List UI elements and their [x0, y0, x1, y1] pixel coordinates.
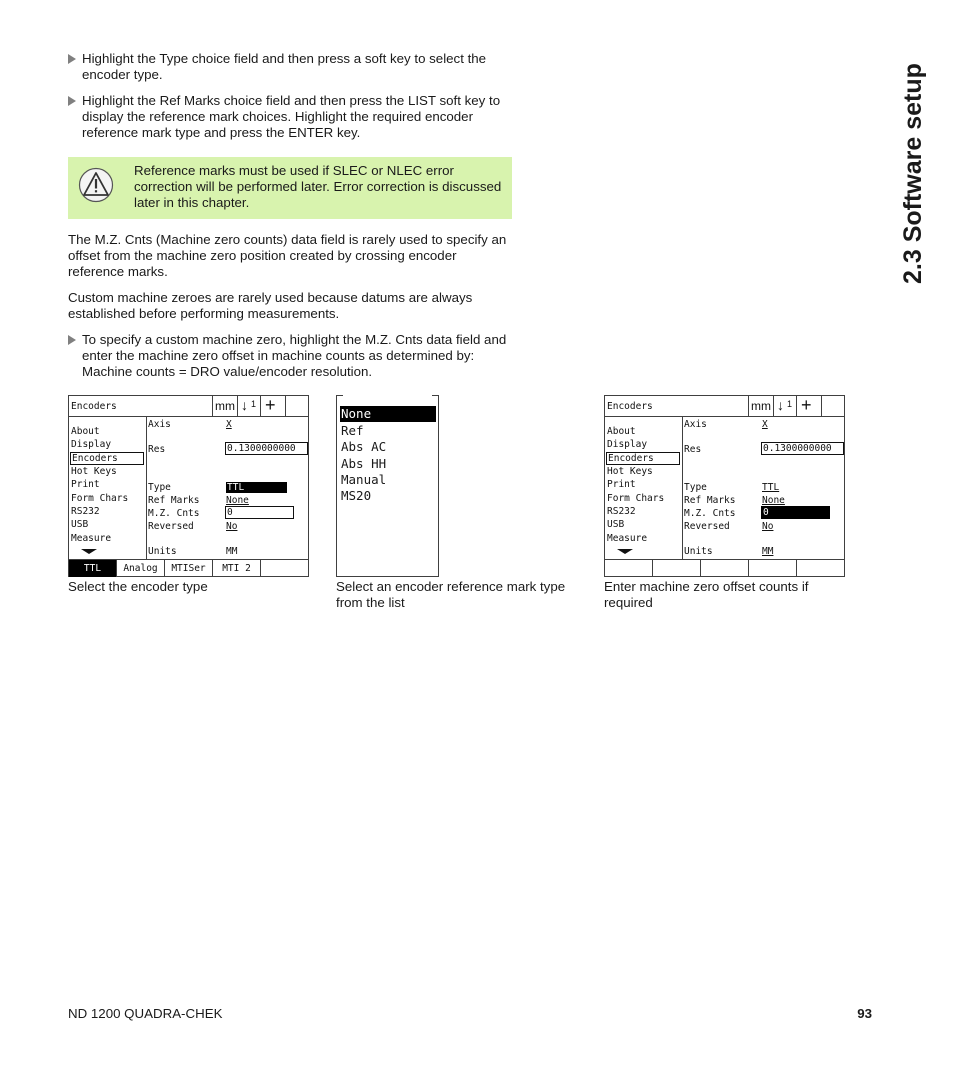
page-number: 93	[857, 1006, 872, 1021]
value-type[interactable]: TTL	[762, 482, 780, 493]
menu-item-display[interactable]: Display	[607, 439, 648, 450]
sort-digit-icon: 1	[251, 399, 257, 409]
label-mz-cnts: M.Z. Cnts	[148, 508, 200, 519]
label-type: Type	[684, 482, 707, 493]
caption-mz-offset: Enter machine zero offset counts if required	[604, 579, 809, 610]
menu-item-usb[interactable]: USB	[607, 519, 625, 530]
list-item-none[interactable]: None	[340, 406, 436, 422]
softkey-bar	[605, 559, 844, 577]
label-units: Units	[684, 546, 713, 557]
label-mz-cnts: M.Z. Cnts	[684, 508, 736, 519]
warning-note	[68, 157, 512, 219]
instruction-bullet-ref-marks	[68, 93, 508, 141]
label-ref-marks: Ref Marks	[148, 495, 200, 506]
instruction-bullet-machine-zero	[68, 332, 508, 380]
note-text: Reference marks must be used if SLEC or NLEC error correction will be performed later. Error correction is discussed later in this chapter.	[134, 163, 502, 210]
screen-title: Encoders	[607, 401, 653, 412]
list-item-abs-ac[interactable]: Abs AC	[341, 439, 387, 454]
unit-label: mm	[215, 399, 235, 413]
value-res[interactable]: 0.1300000000	[761, 442, 844, 455]
encoder-screen-mz-cnts	[604, 395, 845, 577]
screen-header	[69, 396, 308, 417]
header-icons	[748, 396, 845, 416]
bullet-arrow-icon	[68, 335, 76, 345]
softkey-5[interactable]	[797, 560, 844, 577]
softkey-mti2[interactable]: MTI 2	[213, 560, 261, 577]
menu-item-display[interactable]: Display	[71, 439, 112, 450]
plus-icon: +	[265, 395, 276, 415]
menu-item-usb[interactable]: USB	[71, 519, 89, 530]
setup-menu	[605, 417, 683, 559]
value-mz-cnts[interactable]: 0	[761, 506, 830, 519]
label-axis: Axis	[684, 419, 707, 430]
bullet-text: Highlight the Ref Marks choice field and then press the LIST soft key to display the reference mark choices. Highlight the required encoder reference mark type and press the ENTER key.	[82, 93, 501, 140]
bullet-arrow-icon	[68, 96, 76, 106]
list-item-ref[interactable]: Ref	[341, 423, 364, 438]
scroll-down-icon[interactable]	[617, 549, 633, 554]
value-res[interactable]: 0.1300000000	[225, 442, 308, 455]
menu-item-about[interactable]: About	[607, 426, 636, 437]
caption-ref-mark-list: Select an encoder reference mark type from the list	[336, 579, 566, 610]
menu-item-encoders[interactable]: Encoders	[70, 452, 144, 465]
value-reversed[interactable]: No	[762, 521, 774, 532]
label-ref-marks: Ref Marks	[684, 495, 736, 506]
softkey-4[interactable]	[749, 560, 797, 577]
value-reversed[interactable]: No	[226, 521, 238, 532]
label-reversed: Reversed	[684, 521, 730, 532]
value-ref-marks[interactable]: None	[226, 495, 249, 506]
caption-encoder-type: Select the encoder type	[68, 579, 208, 594]
plus-icon: +	[801, 395, 812, 415]
softkey-analog[interactable]: Analog	[117, 560, 165, 577]
menu-item-hot-keys[interactable]: Hot Keys	[607, 466, 653, 477]
menu-item-measure[interactable]: Measure	[71, 533, 112, 544]
label-type: Type	[148, 482, 171, 493]
softkey-2[interactable]	[653, 560, 701, 577]
label-reversed: Reversed	[148, 521, 194, 532]
menu-item-rs232[interactable]: RS232	[71, 506, 100, 517]
value-axis[interactable]: X	[762, 419, 768, 430]
label-axis: Axis	[148, 419, 171, 430]
footer-product: ND 1200 QUADRA-CHEK	[68, 1006, 223, 1021]
sort-icon: ↓	[777, 397, 784, 413]
softkey-empty[interactable]	[261, 560, 308, 577]
header-icons	[212, 396, 309, 416]
menu-item-measure[interactable]: Measure	[607, 533, 648, 544]
warning-icon	[78, 167, 114, 203]
menu-item-about[interactable]: About	[71, 426, 100, 437]
label-res: Res	[684, 444, 702, 455]
value-axis[interactable]: X	[226, 419, 232, 430]
screen-title: Encoders	[71, 401, 117, 412]
bullet-arrow-icon	[68, 54, 76, 64]
sort-icon: ↓	[241, 397, 248, 413]
menu-item-print[interactable]: Print	[71, 479, 100, 490]
value-mz-cnts[interactable]: 0	[225, 506, 294, 519]
softkey-mtiser[interactable]: MTISer	[165, 560, 213, 577]
menu-item-encoders[interactable]: Encoders	[606, 452, 680, 465]
section-title-vertical	[898, 54, 928, 284]
bullet-text: Highlight the Type choice field and then press a soft key to select the encoder type.	[82, 51, 487, 82]
label-res: Res	[148, 444, 166, 455]
list-item-manual[interactable]: Manual	[341, 472, 387, 487]
bullet-text: To specify a custom machine zero, highlight the M.Z. Cnts data field and enter the machine zero offset in machine counts as determined by: Machine counts = DRO value/encoder resolution.	[82, 332, 507, 379]
menu-item-hot-keys[interactable]: Hot Keys	[71, 466, 117, 477]
value-units[interactable]: MM	[226, 546, 238, 557]
screen-header	[605, 396, 844, 417]
softkey-3[interactable]	[701, 560, 749, 577]
menu-item-print[interactable]: Print	[607, 479, 636, 490]
menu-item-form-chars[interactable]: Form Chars	[71, 493, 129, 504]
softkey-ttl[interactable]: TTL	[69, 560, 117, 577]
ref-mark-list	[336, 395, 439, 577]
menu-item-rs232[interactable]: RS232	[607, 506, 636, 517]
section-title: 2.3 Software setup	[899, 63, 927, 284]
softkey-1[interactable]	[605, 560, 653, 577]
softkey-bar	[69, 559, 308, 577]
paragraph-custom-zero: Custom machine zeroes are rarely used because datums are always established before performing measurements.	[68, 290, 473, 321]
sort-digit-icon: 1	[787, 399, 793, 409]
unit-label: mm	[751, 399, 771, 413]
paragraph-mz-cnts: The M.Z. Cnts (Machine zero counts) data field is rarely used to specify an offset from the machine zero position created by crossing encoder reference marks.	[68, 232, 507, 279]
menu-item-form-chars[interactable]: Form Chars	[607, 493, 665, 504]
list-item-abs-hh[interactable]: Abs HH	[341, 456, 387, 471]
instruction-bullet-type	[68, 51, 508, 83]
scroll-down-icon[interactable]	[81, 549, 97, 554]
encoder-screen-type	[68, 395, 309, 577]
list-item-ms20[interactable]: MS20	[341, 488, 372, 503]
value-ref-marks[interactable]: None	[762, 495, 785, 506]
value-type[interactable]: TTL	[226, 482, 287, 493]
value-units[interactable]: MM	[762, 546, 774, 557]
label-units: Units	[148, 546, 177, 557]
setup-menu	[69, 417, 147, 559]
